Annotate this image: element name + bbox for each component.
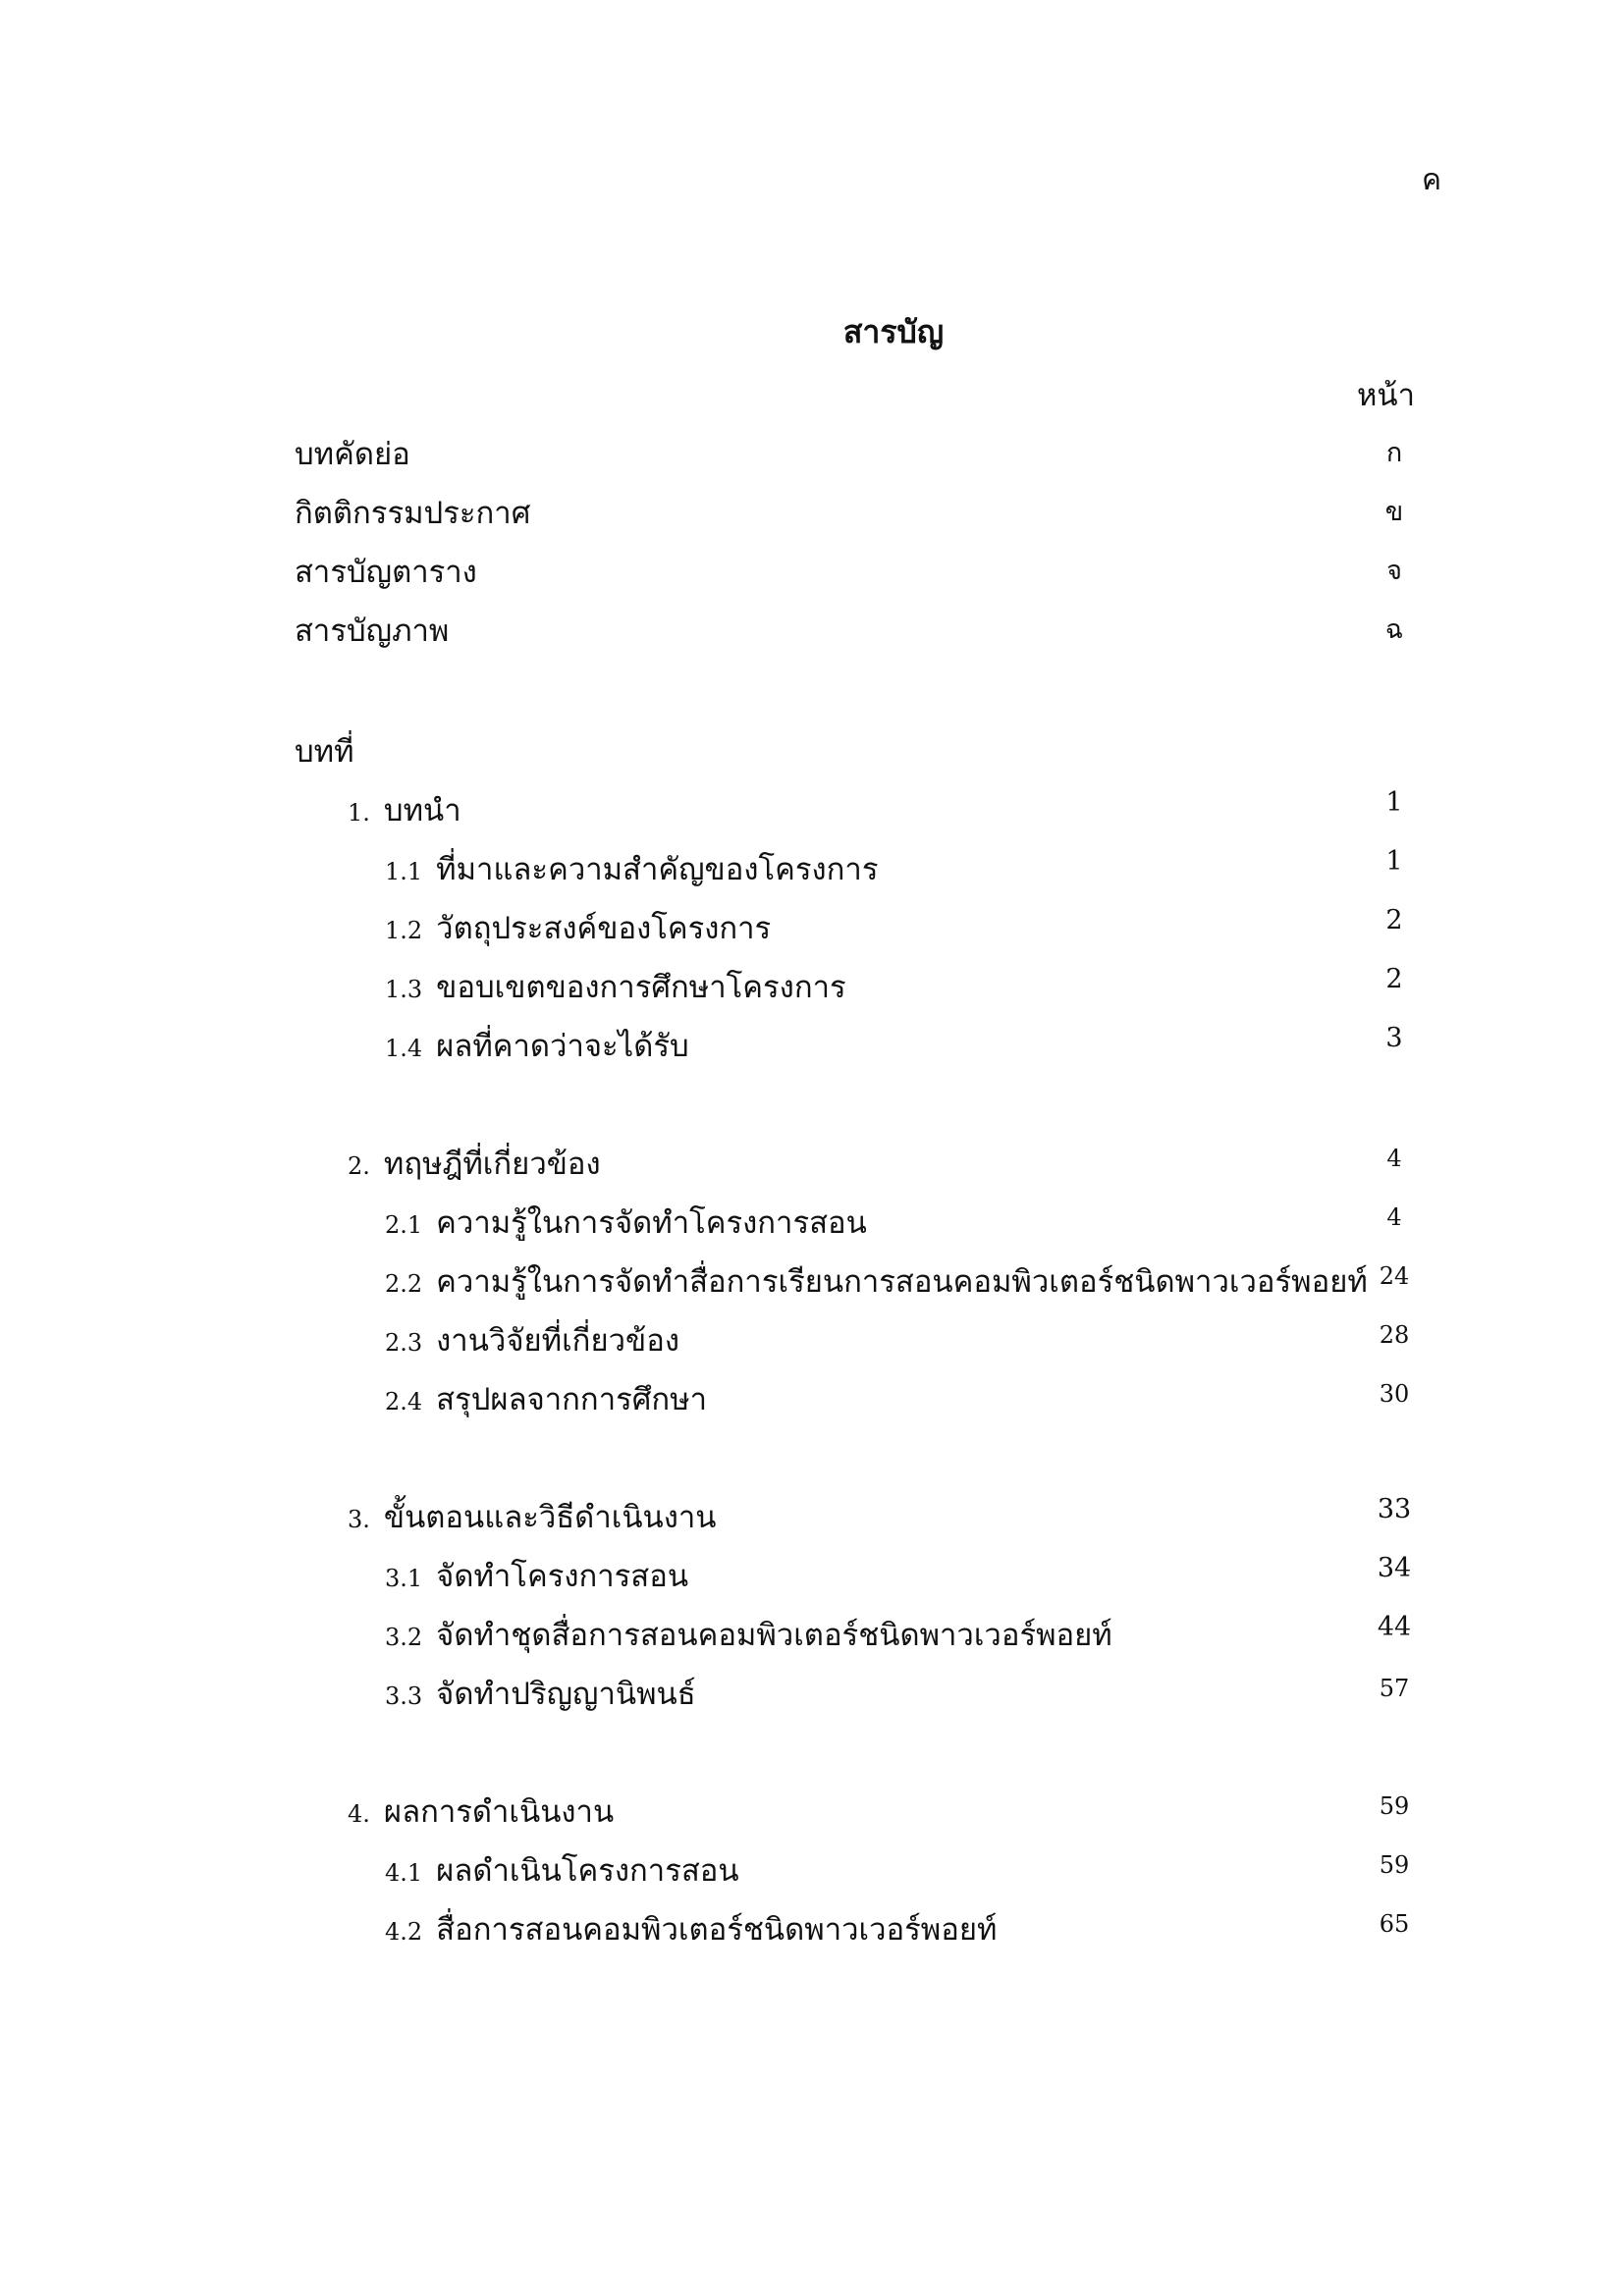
toc-entry-label: บทคัดย่อ [295, 437, 410, 472]
toc-section-1-3[interactable] [0, 962, 1624, 1011]
toc-entry-label: ความรู้ในการจัดทำสื่อการเรียนการสอนคอมพิวเตอร์ชนิดพาวเวอร์พอยท์ [436, 1264, 1368, 1300]
toc-entry-page: 28 [1379, 1321, 1410, 1349]
toc-entry-abstract[interactable] [0, 429, 1624, 478]
toc-entry-page: 4 [1386, 1145, 1402, 1172]
toc-entry-page: ข [1384, 497, 1404, 527]
toc-entry-label: จัดทำปริญญานิพนธ์ [436, 1677, 696, 1712]
toc-section-1-2[interactable] [0, 903, 1624, 952]
toc-entry-label: ทฤษฎีที่เกี่ยวข้อง [383, 1147, 601, 1182]
page-title: สารบัญ [842, 313, 945, 350]
toc-entry-label: ความรู้ในการจัดทำโครงการสอน [436, 1205, 867, 1241]
toc-entry-number: 3. [348, 1506, 370, 1533]
toc-chapter-4[interactable] [0, 1787, 1624, 1836]
toc-entry-number: 4.1 [385, 1859, 423, 1887]
toc-entry-page: ก [1385, 438, 1403, 468]
toc-entry-label: จัดทำชุดสื่อการสอนคอมพิวเตอร์ชนิดพาวเวอร์พอยท์ [436, 1618, 1112, 1653]
toc-section-2-3[interactable] [0, 1315, 1624, 1364]
page-column-header: หน้า [1357, 378, 1416, 413]
toc-section-1-1[interactable] [0, 844, 1624, 893]
toc-section-4-1[interactable] [0, 1845, 1624, 1895]
toc-section-2-1[interactable] [0, 1198, 1624, 1247]
toc-entry-number: 2.1 [385, 1211, 423, 1239]
toc-entry-label: ขอบเขตของการศึกษาโครงการ [436, 970, 846, 1005]
toc-section-2-2[interactable] [0, 1256, 1624, 1306]
toc-entry-number: 2.2 [385, 1270, 423, 1298]
toc-entry-label: กิตติกรรมประกาศ [295, 496, 531, 531]
toc-entry-number: 1.3 [385, 976, 423, 1003]
toc-section-3-3[interactable] [0, 1669, 1624, 1718]
toc-section-2-4[interactable] [0, 1374, 1624, 1423]
toc-entry-number: 4.2 [385, 1918, 423, 1946]
toc-entry-page: 24 [1379, 1262, 1410, 1290]
toc-entry-page: ฉ [1384, 614, 1404, 645]
toc-entry-number: 1. [348, 799, 370, 827]
toc-section-3-2[interactable] [0, 1610, 1624, 1659]
toc-entry-label: สารบัญตาราง [295, 555, 477, 590]
toc-entry-page: 57 [1379, 1675, 1410, 1702]
toc-entry-number: 3.3 [385, 1682, 423, 1710]
toc-entry-number: 2. [348, 1152, 370, 1180]
toc-entry-page: 1 [1385, 787, 1403, 818]
toc-entry-page: 4 [1386, 1203, 1402, 1231]
toc-entry-number: 2.4 [385, 1388, 423, 1415]
toc-entry-page: 30 [1379, 1380, 1410, 1408]
toc-entry-page: 59 [1379, 1851, 1410, 1879]
toc-section-1-4[interactable] [0, 1021, 1624, 1070]
toc-entry-label: งานวิจัยที่เกี่ยวข้อง [436, 1323, 679, 1359]
toc-entry-label: ผลการดำเนินงาน [383, 1794, 615, 1830]
toc-entry-page: 2 [1385, 964, 1403, 994]
toc-entry-label: วัตถุประสงค์ของโครงการ [436, 911, 772, 946]
toc-entry-label: จัดทำโครงการสอน [436, 1559, 689, 1594]
toc-entry-label: ผลที่คาดว่าจะได้รับ [436, 1029, 689, 1064]
toc-entry-label: ขั้นตอนและวิธีดำเนินงาน [383, 1500, 717, 1535]
toc-entry-list-of-figures[interactable] [0, 606, 1624, 655]
chapters-heading: บทที่ [295, 734, 354, 770]
toc-entry-page: 2 [1385, 905, 1403, 935]
toc-entry-label: สารบัญภาพ [295, 614, 450, 649]
toc-entry-page: 3 [1385, 1023, 1403, 1053]
toc-entry-label: บทนำ [383, 793, 461, 828]
toc-entry-number: 3.1 [385, 1565, 423, 1592]
toc-chapter-1[interactable] [0, 785, 1624, 834]
toc-section-4-2[interactable] [0, 1904, 1624, 1953]
toc-section-3-1[interactable] [0, 1551, 1624, 1600]
toc-entry-number: 1.2 [385, 917, 423, 944]
toc-entry-number: 2.3 [385, 1329, 423, 1357]
toc-entry-number: 4. [348, 1800, 370, 1828]
toc-entry-page: 33 [1377, 1494, 1412, 1524]
toc-entry-page: 44 [1377, 1612, 1412, 1642]
toc-chapter-2[interactable] [0, 1139, 1624, 1188]
toc-entry-number: 3.2 [385, 1624, 423, 1651]
page-number: ค [1422, 163, 1442, 197]
toc-entry-acknowledgement[interactable] [0, 488, 1624, 537]
toc-entry-page: 34 [1377, 1553, 1412, 1583]
toc-entry-label: สื่อการสอนคอมพิวเตอร์ชนิดพาวเวอร์พอยท์ [436, 1912, 998, 1948]
toc-entry-label: ที่มาและความสำคัญของโครงการ [436, 852, 879, 887]
toc-entry-page: จ [1386, 556, 1402, 586]
toc-chapter-3[interactable] [0, 1492, 1624, 1541]
toc-entry-page: 1 [1385, 846, 1403, 877]
toc-entry-number: 1.1 [385, 858, 423, 885]
toc-entry-page: 65 [1379, 1910, 1410, 1938]
toc-entry-label: ผลดำเนินโครงการสอน [436, 1853, 739, 1889]
toc-entry-page: 59 [1379, 1792, 1410, 1820]
toc-entry-number: 1.4 [385, 1035, 423, 1062]
toc-entry-list-of-tables[interactable] [0, 547, 1624, 596]
toc-entry-label: สรุปผลจากการศึกษา [436, 1382, 708, 1417]
